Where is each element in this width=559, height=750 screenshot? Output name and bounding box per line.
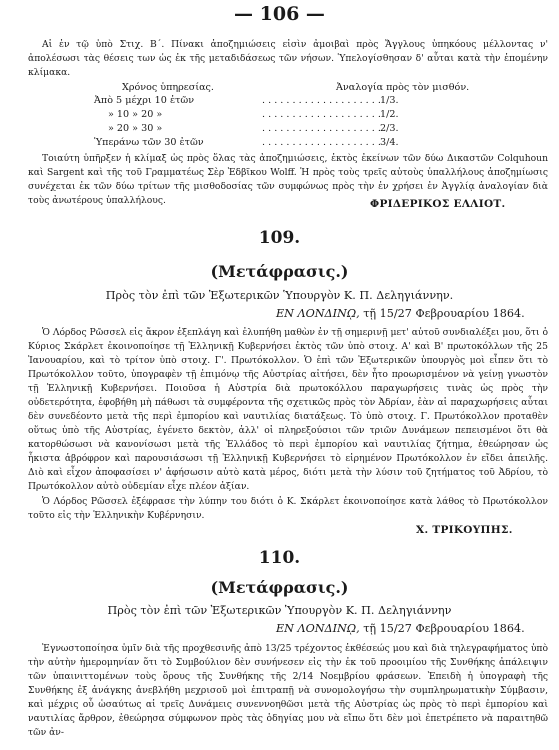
closing-paragraph: Τοιαύτη ὑπῆρξεν ἡ κλίμαξ ὡς πρὸς ὅλας τὰς ἀποζημιώσεις, ἐκτὸς ἐκείνων τῶν δύω Δικαστῶν Colquhoun καὶ Sargent καὶ τῆς τοῦ Γραμματέως Σὲρ Ἐδβῖκου Wolff. Ἡ πρὸς τοὺς τρεῖς αὐτοὺς ὑπαλλήλους ἀποζημίωσις συνέχεται ἐκ τῶν δύω τρίτων τῆς μισθοδοσίας τῶν συμφώνως πρὸς τὴν ἐν χρήσει ἐν Ἀγγλίᾳ ἀναλογίαν διὰ τοὺς ἀνωτέρους ὑπαλλήλους. xyxy=(28,153,548,206)
page-number: — 106 — xyxy=(234,3,325,25)
doc109-date: τῇ 15/27 Φεβρουαρίου 1864. xyxy=(363,307,525,320)
scale-row-range: Ἀπὸ 5 μέχρι 10 ἐτῶν xyxy=(94,95,195,106)
scale-row-ratio: 1/3. xyxy=(380,95,399,106)
doc109-addressee: Πρὸς τὸν ἐπὶ τῶν Ἐξωτερικῶν Ὑπουργὸν Κ. Π. Δεληγιάννην. xyxy=(105,289,454,302)
scale-row-leader: . . . . . . . . . . . . . . . . . . . . xyxy=(262,137,381,148)
signature-trikoupis: Χ. ΤΡΙΚΟΥΠΗΣ. xyxy=(416,524,513,536)
scale-row-ratio: 3/4. xyxy=(380,137,399,148)
doc110-place: ΕΝ ΛΟΝΔΙΝῼ, xyxy=(276,622,360,635)
intro-paragraph: Αἱ ἐν τῷ ὑπὸ Στιχ. Β΄. Πίνακι ἀποζημιώσεις εἰσὶν ἀμοιβαὶ πρὸς Ἄγγλους ὑπηκόους μέλλοντας ν' ἀπολέσωσι τὰς θέσεις των ὡς ἐκ τῆς μεταδιδάσεως τῶν νήσων. Ὑπελογίσθησαν δ' αὗται κατὰ τὴν ἑπομένην κλίμακα. xyxy=(28,39,548,78)
doc109-heading: (Μετάφρασις.) xyxy=(210,262,349,281)
scale-col1-header: Χρόνος ὑπηρεσίας. xyxy=(122,82,214,93)
scale-row-ratio: 1/2. xyxy=(380,109,399,120)
doc110-heading: (Μετάφρασις.) xyxy=(210,578,349,597)
scale-row-range: Ὑπεράνω τῶν 30 ἐτῶν xyxy=(94,137,204,148)
doc110-date: τῇ 15/27 Φεβρουαρίου 1864. xyxy=(363,622,525,635)
doc109-place-date xyxy=(276,307,525,320)
doc109-place: ΕΝ ΛΟΝΔΙΝῼ, xyxy=(276,307,360,320)
scale-row-leader: . . . . . . . . . . . . . . . . . . . . xyxy=(262,95,381,106)
doc109-paragraph-2: Ὁ Λόρδος Ρῶσσελ ἐξέφρασε τὴν λύπην του διότι ὁ Κ. Σκάρλετ ἐκοινοποίησε κατὰ λάθος τὸ Πρωτόκολλον τοῦτο εἰς τὴν Ἑλληνικὴν Κυβέρνησιν. xyxy=(28,496,548,521)
doc110-addressee: Πρὸς τὸν ἐπὶ τῶν Ἐξωτερικῶν Ὑπουργὸν Κ. Π. Δεληγιάννην xyxy=(107,604,452,617)
doc110-number: 110. xyxy=(258,548,301,568)
doc109-number: 109. xyxy=(258,228,301,248)
signature-elliot: ΦΡΙΔΕΡΙΚΟΣ ΕΛΛΙΟΤ. xyxy=(370,198,506,210)
doc110-place-date xyxy=(276,622,525,635)
doc109-paragraph-1: Ὁ Λόρδος Ρῶσσελ εἰς ἄκρον ἐξεπλάγη καὶ ἐλυπήθη μαθὼν ἐν τῇ σημερινῇ μετ' αὐτοῦ συνδιαλέξει μου, ὅτι ὁ Κύριος Σκάρλετ ἐκοινοποίησε τῇ Ἑλληνικῇ Κυβερνήσει ἐκτὸς τῶν ὑπὸ στοιχ. Α' καὶ Β' πρωτοκόλλων τῆς 25 Ἰανουαρίου, καὶ τὸ τρίτον ὑπὸ στοιχ. Γ'. Πρωτόκολλον. Ὁ ἐπὶ τῶν Ἐξωτερικῶν ὑπουργὸς μοὶ εἶπεν ὅτι τὸ Πρωτόκολλον τοῦτο, ὑπογραφὲν τῇ ἐπιμόνῳ τῆς Αὐστρίας αἰτήσει, δὲν ἦτο προωρισμένον νὰ γείνῃ γνωστὸν τῇ Ἑλληνικῇ Κυβερνήσει. Ποιοῦσα ἡ Αὐστρία διὰ πρωτοκόλλου παραγωρήσεις τινὰς ὡς πρὸς τὴν οὐδετερότητα, ἐφοβήθη μὴ πάθωσι τὰ συμφέροντα τῆς σχετικῶς πρὸς τὸν Ἀδρίαν, ἐὰν αἱ παραχωρήσεις αὗται δὲν συνεδέοντο μετὰ τῆς περὶ ἐμπορίου καὶ ναυτιλίας διατάξεως. Τὸ ὑπὸ στοιχ. Γ. Πρωτόκολλον προταθὲν οὕτως ὑπὸ τῆς Αὐστρίας, ἐγένετο δεκτὸν, ἀλλ' οἱ πληρεξούσιοι τῶν τριῶν Δυνάμεων πεπεισμένοι ὅτι θὰ κατορθώσωσι νὰ κανονίσωσι μετὰ τῆς Ἑλλάδος τὸ περὶ ἐμπορίου καὶ ναυτιλίας ζήτημα, ἐθεώρησαν ὡς ἧκιστα ἁβρόφρον καὶ παρουσιάσωσι τῇ Ἑλληνικῇ Κυβερνήσει τὸ εἰρημένον Πρωτόκολλον ἐν εἴδει ἀπειλῆς. Διὸ καὶ εἶχον ἀποφασίσει ν' ἀφήσωσιν αὐτὸ κατὰ μέρος, διότι μετὰ τὴν λύσιν τοῦ ζητήματος τοῦ Ἀδρίου, τὸ Πρωτόκολλον αὐτὸ οὐδεμίαν εἶχε πλέον ἀξίαν. xyxy=(28,327,548,492)
scale-row-range: » 10 » 20 » xyxy=(108,109,163,120)
scale-row-ratio: 2/3. xyxy=(380,123,399,134)
scale-col2-header: Ἀναλογία πρὸς τὸν μισθόν. xyxy=(336,82,470,93)
scale-row-leader: . . . . . . . . . . . . . . . . . . . . xyxy=(262,123,381,134)
scale-row-leader: . . . . . . . . . . . . . . . . . . . . xyxy=(262,109,381,120)
doc110-paragraph-1: Ἐγνωστοποίησα ὑμῖν διὰ τῆς προχθεσινῆς ἀπὸ 13/25 τρέχοντος ἐκθέσεώς μου καὶ διὰ τηλεγραφήματος ὑπὸ τὴν αὐτὴν ἡμερομηνίαν ὅτι τὸ Συμβούλιον δὲν συνήνεσεν εἰς τὴν ἐκ τοῦ προοιμίου τῆς Συνθήκης ἀπάλειψιν τῶν ὑπαινιττομένων τοὺς ὅρους τῆς Συνθήκης τῆς 2/14 Νοεμβρίου φράσεων. Ἐπειδὴ ἡ ὑπογραφὴ τῆς Συνθήκης ἐξ ἀνάγκης ἀνεβλήθη μεχρισοῦ μοὶ ἐπιτραπῇ νὰ συνομολογήσω τὴν συμπληρωματικὴν Σύμβασιν, καὶ μέχρις οὗ ὡσαύτως αἱ τρεῖς Δυνάμεις συνεννοηθῶσι μετὰ τῆς Αὐστρίας ὡς πρὸς τὸ περὶ ἐμπορίου καὶ ναυτιλίας ἄρθρον, ἐθεώρησα σύμφωνον πρὸς τὰς ὁδηγίας μου νὰ εἴπω ὅτι δὲν μοὶ ἐπετρέπετο νὰ παραιτηθῶ τῶν ἀν- xyxy=(28,643,548,738)
scale-row-range: » 20 » 30 » xyxy=(108,123,163,134)
